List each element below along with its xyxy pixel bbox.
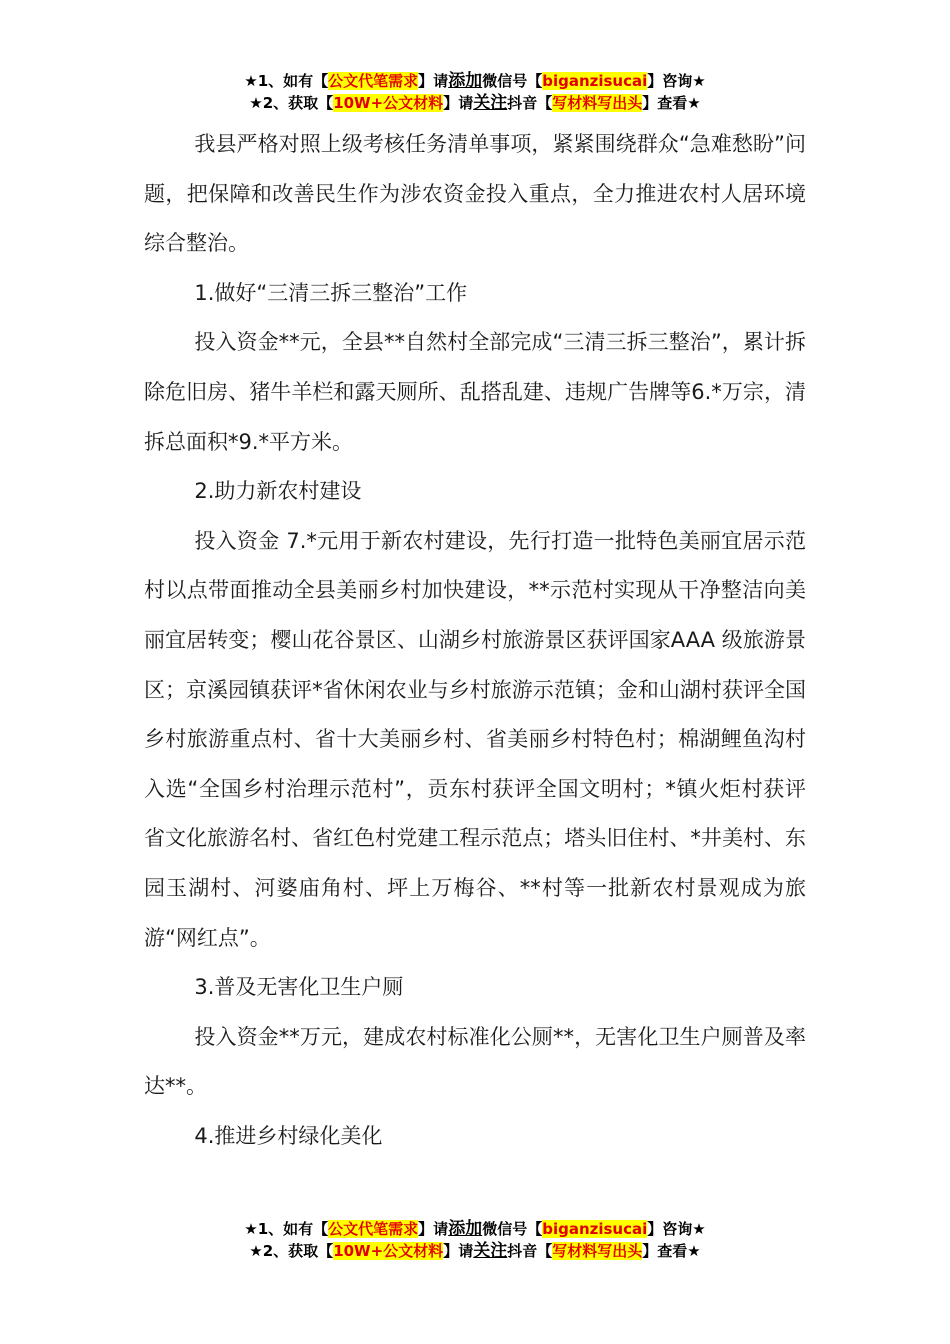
highlight-douyin: 写材料写出头 <box>552 1242 643 1260</box>
highlight-wechat-id: biganzisucai <box>542 72 648 90</box>
banner-line-1: ★1、如有【公文代笔需求】请添加微信号【biganzisucai】咨询★ <box>244 71 706 91</box>
highlight-service: 公文代笔需求 <box>328 72 419 90</box>
highlight-wechat-id: biganzisucai <box>542 1220 648 1238</box>
document-body <box>144 120 806 1161</box>
highlight-materials: 10W+公文材料 <box>333 94 444 112</box>
paragraph-3: 投入资金**万元，建成农村标准化公厕**，无害化卫生户厕普及率达**。 <box>144 1024 806 1099</box>
heading-2: 2.助力新农村建设 <box>194 479 362 504</box>
banner-line-2: ★2、获取【10W+公文材料】请关注抖音【写材料写出头】查看★ <box>249 1241 701 1261</box>
paragraph-1: 投入资金**元，全县**自然村全部完成“三清三拆三整治”，累计拆除危旧房、猪牛羊栏和露天厕所、乱搭乱建、违规广告牌等6.*万宗，清拆总面积*9.*平方米。 <box>144 330 806 454</box>
paragraph-intro: 我县严格对照上级考核任务清单事项，紧紧围绕群众“急难愁盼”问题，把保障和改善民生作为涉农资金投入重点，全力推进农村人居环境综合整治。 <box>144 132 806 256</box>
heading-1: 1.做好“三清三拆三整治”工作 <box>194 280 468 305</box>
banner-line-1: ★1、如有【公文代笔需求】请添加微信号【biganzisucai】咨询★ <box>244 1219 706 1239</box>
banner-line-2: ★2、获取【10W+公文材料】请关注抖音【写材料写出头】查看★ <box>249 93 701 113</box>
footer-banner <box>0 1218 950 1262</box>
highlight-douyin: 写材料写出头 <box>552 94 643 112</box>
highlight-service: 公文代笔需求 <box>328 1220 419 1238</box>
highlight-materials: 10W+公文材料 <box>333 1242 444 1260</box>
paragraph-2: 投入资金 7.*元用于新农村建设，先行打造一批特色美丽宜居示范村以点带面推动全县美丽乡村加快建设，**示范村实现从干净整洁向美丽宜居转变；樱山花谷景区、山湖乡村旅游景区获评国家AAA 级旅游景区；京溪园镇获评*省休闲农业与乡村旅游示范镇；金和山湖村获评全国乡村旅游重点村、省十大美丽乡村、省美丽乡村特色村；棉湖鲤鱼沟村入选“全国乡村治理示范村”，贡东村获评全国文明村；*镇火炬村获评省文化旅游名村、省红色村党建工程示范点；塔头旧住村、*井美村、东园玉湖村、河婆庙角村、坪上万梅谷、**村等一批新农村景观成为旅游“网红点”。 <box>144 528 806 950</box>
header-banner <box>0 70 950 114</box>
heading-4: 4.推进乡村绿化美化 <box>194 1123 383 1148</box>
heading-3: 3.普及无害化卫生户厕 <box>194 975 404 1000</box>
